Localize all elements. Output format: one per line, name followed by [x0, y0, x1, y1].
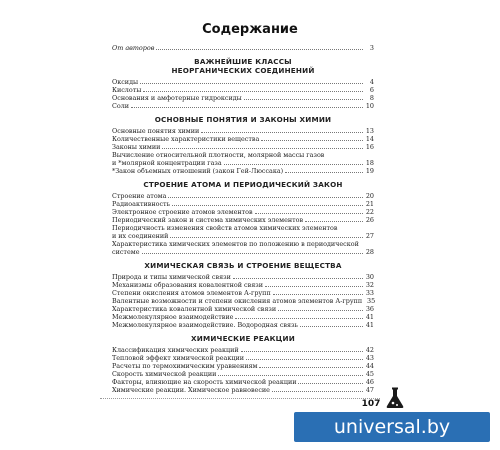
toc-entry [112, 216, 374, 224]
dot-leader [201, 132, 363, 133]
toc-entry-page: 22 [365, 208, 374, 216]
toc-entry-text: Расчеты по термохимическим уравнениям [112, 362, 258, 370]
toc-entry-page: 14 [365, 135, 374, 143]
toc-entry-text: Межмолекулярное взаимодействие. Водородная связь [112, 321, 298, 329]
toc-entry-text: Соли [112, 102, 130, 110]
toc-entry [112, 86, 374, 94]
toc-entry-page: 28 [365, 248, 374, 256]
section-heading [112, 261, 374, 270]
toc-entry-page: 41 [365, 321, 374, 329]
dot-leader [235, 318, 363, 319]
toc-entry-page: 43 [365, 354, 374, 362]
dot-leader [156, 49, 363, 50]
toc-entry-page: 30 [365, 273, 374, 281]
toc-entry-text: Кислоты [112, 86, 142, 94]
toc-entry [112, 248, 374, 256]
table-of-contents [112, 44, 374, 394]
section-heading-line: ХИМИЧЕСКИЕ РЕАКЦИИ [191, 334, 295, 343]
toc-entry-page: 45 [365, 370, 374, 378]
toc-entry [112, 159, 374, 167]
toc-entry-page: 4 [369, 78, 374, 86]
toc-entry-text: От авторов [112, 44, 155, 52]
toc-entry-page: 19 [365, 167, 374, 175]
dot-leader [300, 326, 363, 327]
toc-entry-intro [112, 44, 374, 52]
dot-leader [259, 367, 363, 368]
section-heading [112, 115, 374, 124]
dot-leader [172, 205, 363, 206]
dot-leader [273, 294, 363, 295]
toc-entry [112, 354, 374, 362]
toc-entry-text: Законы химии [112, 143, 161, 151]
toc-entry-page: 42 [365, 346, 374, 354]
toc-entry-page: 41 [365, 313, 374, 321]
dot-leader [278, 310, 363, 311]
toc-entry [112, 200, 374, 208]
toc-entry-page: 46 [365, 378, 374, 386]
toc-entry-text: Основные понятия химии [112, 127, 200, 135]
toc-entry-page: 10 [365, 102, 374, 110]
toc-entry-text: Межмолекулярное взаимодействие [112, 313, 234, 321]
section-heading [112, 334, 374, 343]
toc-entry-text: Количественные характеристики вещества [112, 135, 260, 143]
section-heading-line: НЕОРГАНИЧЕСКИХ СОЕДИНЕНИЙ [171, 66, 315, 75]
toc-entry-text: Строение атома [112, 192, 167, 200]
dot-leader [241, 351, 363, 352]
toc-entry [112, 167, 374, 175]
toc-entry [112, 273, 374, 281]
toc-entry-text: и их соединений [112, 232, 169, 240]
toc-entry [112, 362, 374, 370]
dot-leader [305, 221, 363, 222]
dot-leader [255, 213, 363, 214]
watermark-text: universal.by [333, 416, 451, 438]
toc-entry-page: 20 [365, 192, 374, 200]
toc-entry [112, 281, 374, 289]
bottom-rule [100, 398, 380, 399]
toc-entry-line: Периодичность изменения свойств атомов химических элементов [112, 224, 338, 232]
toc-entry-text: и *молярной концентрации газа [112, 159, 222, 167]
section-heading-line: ВАЖНЕЙШИЕ КЛАССЫ [194, 57, 292, 66]
toc-entry [112, 232, 374, 240]
toc-entry [112, 313, 374, 321]
toc-entry [112, 378, 374, 386]
toc-entry-text: Химические реакции. Химическое равновесие [112, 386, 270, 394]
toc-entry [112, 386, 374, 394]
toc-entry [112, 78, 374, 86]
toc-entry-text: Характеристика ковалентной химической связи [112, 305, 277, 313]
toc-entry [112, 346, 374, 354]
dot-leader [218, 375, 363, 376]
dot-leader [143, 91, 363, 92]
toc-entry-text: Степени окисления атомов элементов А-групп [112, 289, 271, 297]
toc-entry-text: Факторы, влияющие на скорость химической реакции [112, 378, 297, 386]
toc-entry-text: Валентные возможности и степени окисления атомов элементов А-групп [112, 297, 363, 305]
section-heading-line: ХИМИЧЕСКАЯ СВЯЗЬ И СТРОЕНИЕ ВЕЩЕСТВА [144, 261, 342, 270]
flask-icon [384, 386, 406, 410]
toc-entry-page: 32 [365, 281, 374, 289]
toc-entry-page: 47 [365, 386, 374, 394]
section-heading-line: ОСНОВНЫЕ ПОНЯТИЯ И ЗАКОНЫ ХИМИИ [154, 115, 332, 124]
toc-entry-text: *Закон объемных отношений (закон Гей-Люссака) [112, 167, 284, 175]
dot-leader [272, 391, 363, 392]
toc-entry-text: Природа и типы химической связи [112, 273, 231, 281]
dot-leader [168, 197, 363, 198]
toc-entry [112, 305, 374, 313]
dot-leader [142, 253, 364, 254]
page-title: Содержание [202, 22, 298, 37]
toc-entry-page: 6 [369, 86, 374, 94]
dot-leader [162, 148, 363, 149]
toc-entry-page: 33 [365, 289, 374, 297]
toc-entry-page: 35 [367, 297, 376, 305]
toc-entry [112, 135, 374, 143]
toc-entry-page: 27 [365, 232, 374, 240]
watermark [294, 412, 490, 442]
section-heading [112, 180, 374, 189]
toc-entry [112, 208, 374, 216]
section-heading [112, 57, 374, 75]
toc-entry-text: Оксиды [112, 78, 139, 86]
dot-leader [131, 107, 363, 108]
dot-leader [233, 278, 363, 279]
dot-leader [285, 172, 363, 173]
toc-entry-text: Механизмы образования ковалентной связи [112, 281, 263, 289]
dot-leader [265, 286, 363, 287]
toc-entry-page: 18 [365, 159, 374, 167]
toc-entry [112, 297, 374, 305]
toc-entry-text: Основания и амфотерные гидроксиды [112, 94, 242, 102]
dot-leader [261, 140, 363, 141]
toc-entry [112, 370, 374, 378]
toc-entry-text: Периодический закон и система химических элементов [112, 216, 304, 224]
toc-entry [112, 143, 374, 151]
toc-entry [112, 289, 374, 297]
toc-entry [112, 94, 374, 102]
toc-entry [112, 192, 374, 200]
dot-leader [140, 83, 363, 84]
toc-entry-text: системе [112, 248, 140, 256]
toc-entry-page: 16 [365, 143, 374, 151]
toc-entry-text: Тепловой эффект химической реакции [112, 354, 244, 362]
dot-leader [244, 99, 363, 100]
toc-entry-page: 36 [365, 305, 374, 313]
toc-entry-page: 21 [365, 200, 374, 208]
toc-entry-page: 44 [365, 362, 374, 370]
toc-entry-text: Электронное строение атомов элементов [112, 208, 253, 216]
toc-entry-page: 26 [365, 216, 374, 224]
toc-entry-text: Радиоактивность [112, 200, 171, 208]
section-heading-line: СТРОЕНИЕ АТОМА И ПЕРИОДИЧЕСКИЙ ЗАКОН [143, 180, 343, 189]
dot-leader [170, 237, 363, 238]
toc-entry-page: 3 [369, 44, 374, 52]
toc-entry [112, 127, 374, 135]
dot-leader [224, 164, 363, 165]
dot-leader [246, 359, 363, 360]
dot-leader [298, 383, 363, 384]
toc-entry-page: 13 [365, 127, 374, 135]
toc-entry-line: Характеристика химических элементов по положению в периодической [112, 240, 359, 248]
toc-entry-line: Вычисление относительной плотности, молярной массы газов [112, 151, 325, 159]
toc-entry [112, 321, 374, 329]
page-number: 107 [361, 399, 381, 409]
toc-entry [112, 102, 374, 110]
toc-entry-text: Классификация химических реакций [112, 346, 239, 354]
toc-entry-text: Скорость химической реакции [112, 370, 217, 378]
toc-entry-page: 8 [369, 94, 374, 102]
